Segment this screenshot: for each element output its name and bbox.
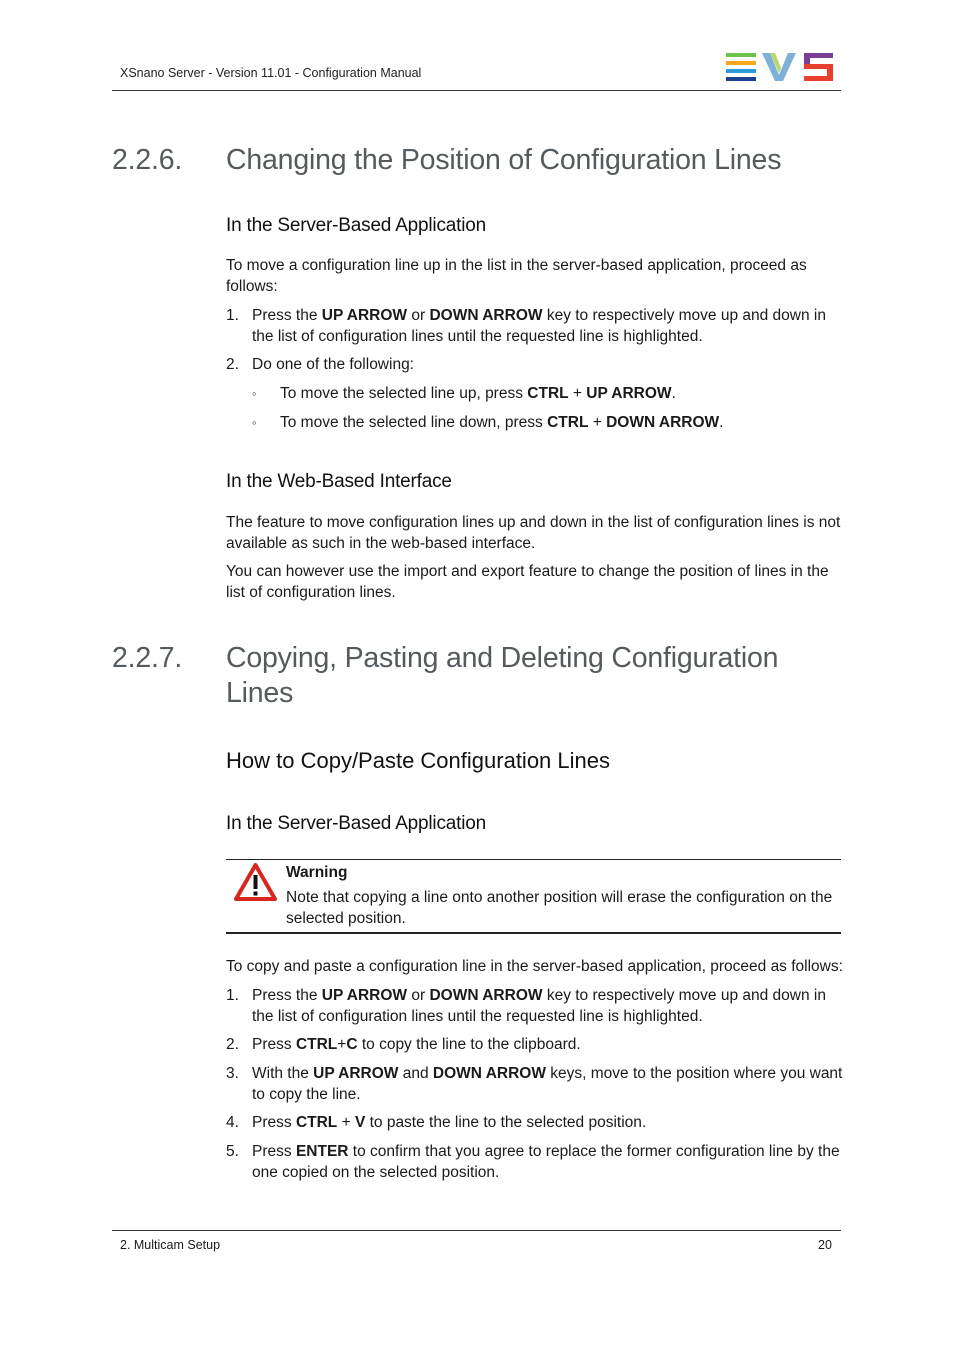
subsection-heading: In the Server-Based Application xyxy=(226,813,486,834)
footer-rule xyxy=(112,1230,841,1231)
header-rule xyxy=(112,90,841,91)
paragraph: To copy and paste a configuration line in the server-based application, proceed as follows: xyxy=(226,958,843,975)
subsection-heading: How to Copy/Paste Configuration Lines xyxy=(226,748,610,773)
list-number: 2. xyxy=(226,356,239,373)
warning-bottom-rule xyxy=(226,932,841,934)
sub-list-item: To move the selected line down, press CTRL + DOWN ARROW. xyxy=(280,414,724,431)
list-item: Press the UP ARROW or DOWN ARROW key to respectively move up and down in the list of configuration lines until the requested line is highlighted. xyxy=(252,307,826,345)
list-number: 1. xyxy=(226,987,239,1004)
list-item: With the UP ARROW and DOWN ARROW keys, move to the position where you want to copy the line. xyxy=(252,1065,843,1103)
list-item: Press CTRL + V to paste the line to the selected position. xyxy=(252,1114,647,1131)
subsection-heading: In the Web-Based Interface xyxy=(226,471,452,492)
paragraph: The feature to move configuration lines up and down in the list of configuration lines is not available as such in the web-based interface. xyxy=(226,514,841,552)
paragraph: To move a configuration line up in the list in the server-based application, proceed as follows: xyxy=(226,257,807,295)
subsection-heading: In the Server-Based Application xyxy=(226,215,486,236)
warning-title: Warning xyxy=(286,864,348,881)
warning-top-rule xyxy=(226,859,841,860)
section-number: 2.2.7. xyxy=(112,642,183,674)
list-number: 4. xyxy=(226,1114,239,1131)
list-item: Press ENTER to confirm that you agree to replace the former configuration line by the one copied on the selected position. xyxy=(252,1143,840,1181)
section-title: Changing the Position of Configuration Lines xyxy=(226,144,782,176)
paragraph: You can however use the import and export feature to change the position of lines in the list of configuration lines. xyxy=(226,563,829,601)
list-item: Press the UP ARROW or DOWN ARROW key to respectively move up and down in the list of configuration lines until the requested line is highlighted. xyxy=(252,987,826,1025)
warning-icon xyxy=(233,862,278,902)
page-number: 20 xyxy=(818,1238,832,1252)
list-item: Press CTRL+C to copy the line to the clipboard. xyxy=(252,1036,581,1053)
list-number: 2. xyxy=(226,1036,239,1053)
list-number: 5. xyxy=(226,1143,239,1160)
bullet-icon: ◦ xyxy=(252,415,257,430)
list-item: Do one of the following: xyxy=(252,356,414,373)
list-number: 1. xyxy=(226,307,239,324)
list-number: 3. xyxy=(226,1065,239,1082)
warning-text: Note that copying a line onto another position will erase the configuration on the selected position. xyxy=(286,889,833,927)
evs-logo-icon xyxy=(726,53,834,81)
bullet-icon: ◦ xyxy=(252,386,257,401)
section-title: Copying, Pasting and Deleting Configuration Lines xyxy=(226,642,779,709)
sub-list-item: To move the selected line up, press CTRL + UP ARROW. xyxy=(280,385,676,402)
footer-chapter: 2. Multicam Setup xyxy=(120,1238,221,1252)
section-number: 2.2.6. xyxy=(112,144,183,176)
header-doc-title: XSnano Server - Version 11.01 - Configuration Manual xyxy=(120,66,422,80)
